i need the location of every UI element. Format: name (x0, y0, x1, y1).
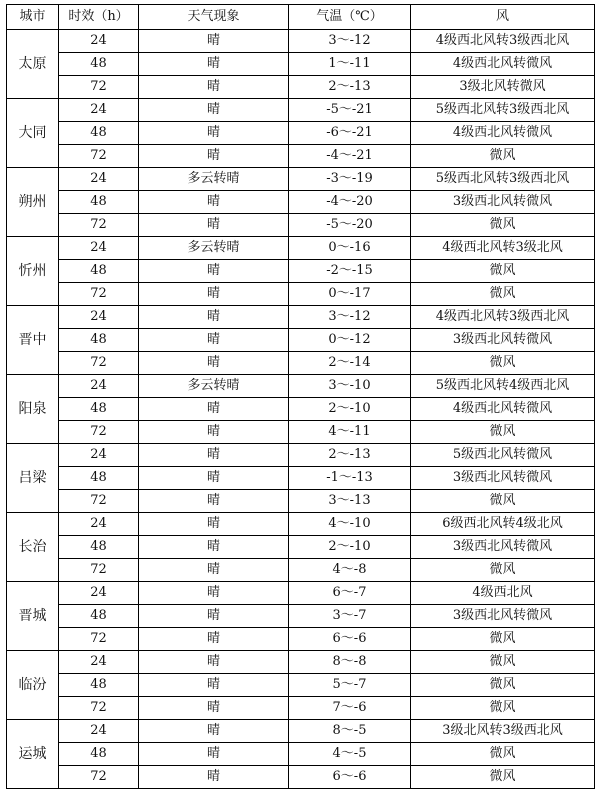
temperature-cell: 6～-6 (289, 766, 411, 789)
city-name-cell: 晋城 (7, 582, 59, 651)
weather-cell: 晴 (139, 513, 289, 536)
hours-cell: 24 (59, 99, 139, 122)
hours-cell: 72 (59, 559, 139, 582)
table-row (7, 375, 595, 398)
weather-cell: 晴 (139, 536, 289, 559)
weather-cell: 晴 (139, 99, 289, 122)
weather-cell: 晴 (139, 444, 289, 467)
wind-cell: 微风 (411, 651, 595, 674)
table-row (7, 329, 595, 352)
table-row (7, 168, 595, 191)
weather-cell: 晴 (139, 467, 289, 490)
table-row (7, 283, 595, 306)
temperature-cell: 2～-14 (289, 352, 411, 375)
hours-cell: 72 (59, 145, 139, 168)
city-name-cell: 长治 (7, 513, 59, 582)
temperature-cell: 3～-12 (289, 306, 411, 329)
hours-cell: 24 (59, 651, 139, 674)
wind-cell: 4级西北风转微风 (411, 122, 595, 145)
wind-cell: 微风 (411, 490, 595, 513)
wind-cell: 5级西北风转微风 (411, 444, 595, 467)
temperature-cell: -4～-21 (289, 145, 411, 168)
table-row (7, 398, 595, 421)
hours-cell: 48 (59, 122, 139, 145)
weather-cell: 晴 (139, 559, 289, 582)
temperature-cell: 1～-11 (289, 53, 411, 76)
table-row (7, 697, 595, 720)
temperature-cell: -4～-20 (289, 191, 411, 214)
temperature-cell: 0～-12 (289, 329, 411, 352)
weather-cell: 晴 (139, 766, 289, 789)
table-row (7, 76, 595, 99)
hours-cell: 72 (59, 766, 139, 789)
table-row (7, 191, 595, 214)
hours-cell: 24 (59, 237, 139, 260)
wind-cell: 3级北风转微风 (411, 76, 595, 99)
table-row (7, 421, 595, 444)
weather-cell: 晴 (139, 306, 289, 329)
temperature-cell: 0～-16 (289, 237, 411, 260)
wind-cell: 3级西北风转微风 (411, 191, 595, 214)
table-row (7, 214, 595, 237)
city-name-cell: 太原 (7, 30, 59, 99)
wind-cell: 3级西北风转微风 (411, 467, 595, 490)
table-row (7, 467, 595, 490)
weather-cell: 晴 (139, 76, 289, 99)
hours-cell: 48 (59, 674, 139, 697)
table-row (7, 628, 595, 651)
temperature-cell: 8～-8 (289, 651, 411, 674)
wind-cell: 4级西北风转3级西北风 (411, 306, 595, 329)
wind-cell: 微风 (411, 674, 595, 697)
hours-cell: 24 (59, 513, 139, 536)
wind-cell: 3级西北风转微风 (411, 605, 595, 628)
table-row (7, 306, 595, 329)
hours-cell: 72 (59, 421, 139, 444)
weather-cell: 晴 (139, 651, 289, 674)
weather-cell: 晴 (139, 283, 289, 306)
temperature-cell: 3～-13 (289, 490, 411, 513)
hours-cell: 72 (59, 283, 139, 306)
temperature-cell: 8～-5 (289, 720, 411, 743)
table-row (7, 559, 595, 582)
wind-cell: 5级西北风转3级西北风 (411, 99, 595, 122)
hours-cell: 24 (59, 375, 139, 398)
weather-cell: 多云转晴 (139, 375, 289, 398)
table-row (7, 536, 595, 559)
weather-cell: 晴 (139, 145, 289, 168)
temperature-cell: 4～-5 (289, 743, 411, 766)
wind-cell: 微风 (411, 283, 595, 306)
wind-cell: 6级西北风转4级北风 (411, 513, 595, 536)
temperature-cell: -1～-13 (289, 467, 411, 490)
header-wind: 风 (411, 5, 595, 30)
table-row (7, 766, 595, 789)
hours-cell: 72 (59, 214, 139, 237)
temperature-cell: 2～-10 (289, 398, 411, 421)
weather-cell: 晴 (139, 421, 289, 444)
weather-cell: 晴 (139, 743, 289, 766)
city-name-cell: 临汾 (7, 651, 59, 720)
temperature-cell: 2～-10 (289, 536, 411, 559)
wind-cell: 4级西北风 (411, 582, 595, 605)
header-city: 城市 (7, 5, 59, 30)
weather-cell: 晴 (139, 582, 289, 605)
weather-cell: 晴 (139, 122, 289, 145)
weather-cell: 晴 (139, 605, 289, 628)
table-row (7, 720, 595, 743)
city-name-cell: 大同 (7, 99, 59, 168)
hours-cell: 24 (59, 30, 139, 53)
hours-cell: 48 (59, 536, 139, 559)
table-row (7, 605, 595, 628)
weather-cell: 多云转晴 (139, 237, 289, 260)
wind-cell: 4级西北风转3级北风 (411, 237, 595, 260)
temperature-cell: 2～-13 (289, 76, 411, 99)
wind-cell: 微风 (411, 766, 595, 789)
hours-cell: 24 (59, 306, 139, 329)
table-row (7, 352, 595, 375)
weather-cell: 晴 (139, 53, 289, 76)
temperature-cell: -3～-19 (289, 168, 411, 191)
forecast-table-container (6, 4, 595, 789)
weather-cell: 多云转晴 (139, 168, 289, 191)
hours-cell: 48 (59, 53, 139, 76)
forecast-table (6, 4, 595, 789)
weather-cell: 晴 (139, 490, 289, 513)
hours-cell: 48 (59, 329, 139, 352)
hours-cell: 48 (59, 743, 139, 766)
table-row (7, 490, 595, 513)
temperature-cell: 3～-10 (289, 375, 411, 398)
temperature-cell: 6～-6 (289, 628, 411, 651)
wind-cell: 4级西北风转3级西北风 (411, 30, 595, 53)
temperature-cell: 3～-7 (289, 605, 411, 628)
city-name-cell: 朔州 (7, 168, 59, 237)
wind-cell: 3级西北风转微风 (411, 329, 595, 352)
table-row (7, 99, 595, 122)
hours-cell: 48 (59, 260, 139, 283)
weather-cell: 晴 (139, 720, 289, 743)
wind-cell: 微风 (411, 260, 595, 283)
temperature-cell: -6～-21 (289, 122, 411, 145)
wind-cell: 3级北风转3级西北风 (411, 720, 595, 743)
temperature-cell: 5～-7 (289, 674, 411, 697)
temperature-cell: 2～-13 (289, 444, 411, 467)
table-row (7, 53, 595, 76)
temperature-cell: 7～-6 (289, 697, 411, 720)
temperature-cell: -5～-20 (289, 214, 411, 237)
temperature-cell: 4～-10 (289, 513, 411, 536)
wind-cell: 微风 (411, 421, 595, 444)
weather-cell: 晴 (139, 260, 289, 283)
header-weather: 天气现象 (139, 5, 289, 30)
wind-cell: 微风 (411, 559, 595, 582)
wind-cell: 4级西北风转微风 (411, 53, 595, 76)
table-row (7, 145, 595, 168)
city-name-cell: 忻州 (7, 237, 59, 306)
city-name-cell: 运城 (7, 720, 59, 789)
temperature-cell: 3～-12 (289, 30, 411, 53)
hours-cell: 48 (59, 467, 139, 490)
hours-cell: 48 (59, 191, 139, 214)
hours-cell: 72 (59, 628, 139, 651)
wind-cell: 微风 (411, 214, 595, 237)
weather-cell: 晴 (139, 352, 289, 375)
hours-cell: 72 (59, 697, 139, 720)
wind-cell: 5级西北风转3级西北风 (411, 168, 595, 191)
weather-cell: 晴 (139, 628, 289, 651)
header-hours: 时效（h） (59, 5, 139, 30)
wind-cell: 微风 (411, 145, 595, 168)
table-row (7, 513, 595, 536)
temperature-cell: 4～-11 (289, 421, 411, 444)
wind-cell: 3级西北风转微风 (411, 536, 595, 559)
weather-cell: 晴 (139, 674, 289, 697)
wind-cell: 5级西北风转4级西北风 (411, 375, 595, 398)
header-row (7, 5, 595, 30)
hours-cell: 48 (59, 605, 139, 628)
hours-cell: 24 (59, 582, 139, 605)
table-row (7, 674, 595, 697)
table-row (7, 743, 595, 766)
table-body (7, 30, 595, 789)
city-name-cell: 阳泉 (7, 375, 59, 444)
wind-cell: 微风 (411, 628, 595, 651)
city-name-cell: 晋中 (7, 306, 59, 375)
temperature-cell: 6～-7 (289, 582, 411, 605)
wind-cell: 微风 (411, 352, 595, 375)
table-row (7, 651, 595, 674)
weather-cell: 晴 (139, 191, 289, 214)
wind-cell: 微风 (411, 743, 595, 766)
table-row (7, 444, 595, 467)
hours-cell: 72 (59, 76, 139, 99)
wind-cell: 微风 (411, 697, 595, 720)
table-row (7, 30, 595, 53)
temperature-cell: -2～-15 (289, 260, 411, 283)
wind-cell: 4级西北风转微风 (411, 398, 595, 421)
weather-cell: 晴 (139, 214, 289, 237)
table-row (7, 582, 595, 605)
weather-cell: 晴 (139, 398, 289, 421)
hours-cell: 24 (59, 168, 139, 191)
table-row (7, 122, 595, 145)
weather-cell: 晴 (139, 30, 289, 53)
table-row (7, 260, 595, 283)
hours-cell: 48 (59, 398, 139, 421)
weather-cell: 晴 (139, 329, 289, 352)
hours-cell: 72 (59, 490, 139, 513)
table-row (7, 237, 595, 260)
hours-cell: 72 (59, 352, 139, 375)
hours-cell: 24 (59, 444, 139, 467)
header-temperature: 气温（℃） (289, 5, 411, 30)
city-name-cell: 吕梁 (7, 444, 59, 513)
temperature-cell: -5～-21 (289, 99, 411, 122)
temperature-cell: 0～-17 (289, 283, 411, 306)
temperature-cell: 4～-8 (289, 559, 411, 582)
weather-cell: 晴 (139, 697, 289, 720)
hours-cell: 24 (59, 720, 139, 743)
